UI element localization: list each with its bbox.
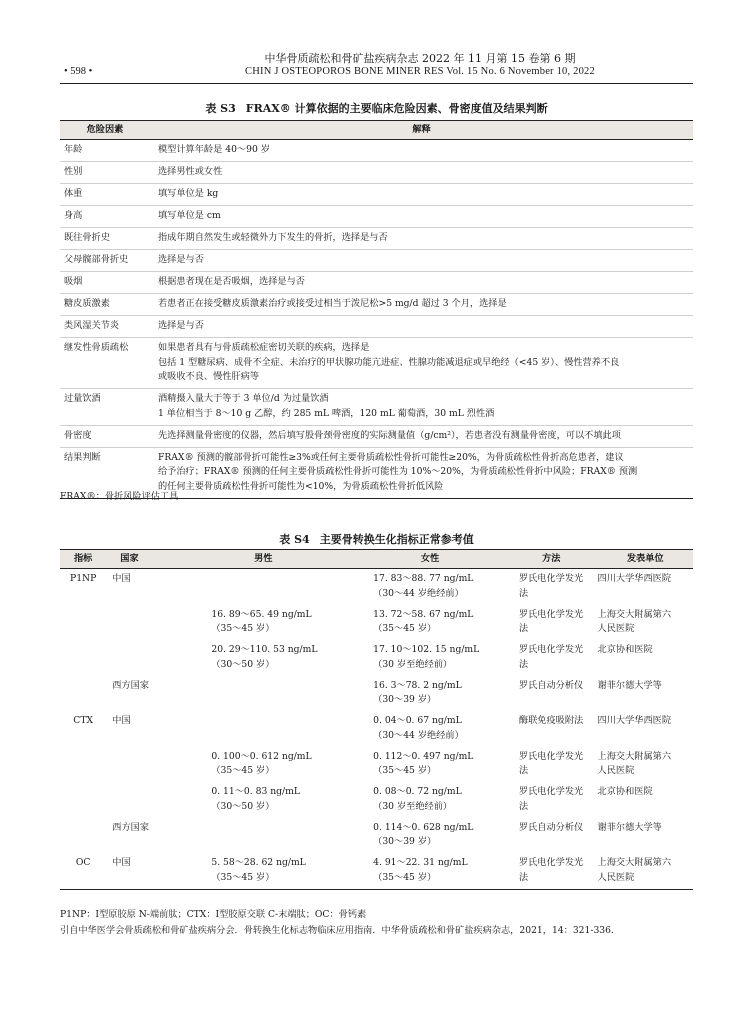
indicator-cell (60, 676, 106, 712)
male-range-cell (177, 853, 349, 889)
male-range-line: （30～50 岁） (211, 658, 275, 670)
table-s3 (60, 120, 693, 499)
indicator-cell (60, 747, 106, 783)
publisher-cell (592, 782, 693, 818)
explanation-line: 1 单位相当于 8～10 g 乙醇，约 285 mL 啤酒，120 mL 葡萄酒，30 mL 烈性酒 (158, 407, 495, 419)
female-range-line: （35～45 岁） (373, 765, 437, 776)
journal-title-en: CHIN J OSTEOPOROS BONE MINER RES Vol. 15 No. 6 November 10, 2022 (245, 66, 595, 77)
publisher-cell (592, 676, 693, 712)
table-s4 (60, 549, 693, 890)
indicator-cell: P1NP (70, 573, 97, 584)
table-s3-note: FRAX®：骨折风险评估工具 (60, 491, 179, 502)
publisher-cell (592, 853, 693, 889)
risk-factor: 性别 (64, 166, 83, 177)
indicator-cell (60, 640, 106, 676)
table-row (60, 747, 693, 783)
female-range-line: 13. 72～58. 67 ng/mL (373, 608, 474, 620)
female-range-cell (349, 818, 511, 854)
country-cell (106, 747, 177, 783)
explanation-line: 若患者正在接受糖皮质激素治疗或接受过相当于泼尼松>5 mg/d 超过 3 个月，选择是 (158, 298, 507, 309)
male-range-cell (177, 569, 349, 605)
method-cell: 罗氏自动分析仪 (518, 679, 584, 691)
table-s3-label: 表 S3 (205, 102, 236, 115)
female-range-cell (349, 711, 511, 747)
female-range-line: 4. 91～22. 31 ng/mL (373, 857, 468, 868)
publisher-line: 北京协和医院 (597, 786, 653, 797)
method-cell: 罗氏电化学发光法 (518, 750, 584, 776)
risk-explanation (150, 140, 693, 162)
explanation-line: 包括 1 型糖尿病、成骨不全症、未治疗的甲状腺功能亢进症、性腺功能减退症或早绝经（<45 岁）、慢性营养不良 (158, 356, 620, 368)
table-row (60, 853, 693, 889)
female-range-line: （35～45 岁） (373, 871, 437, 883)
female-range-line: （35～45 岁） (373, 623, 437, 634)
table-row (60, 272, 693, 294)
explanation-line: 模型计算年龄是 40～90 岁 (158, 144, 270, 155)
risk-factor: 骨密度 (64, 429, 92, 441)
table-row (60, 140, 693, 162)
risk-explanation (150, 294, 693, 316)
female-range-line: 0. 112～0. 497 ng/mL (373, 750, 474, 762)
table-row (60, 425, 693, 447)
male-range-line: 0. 11～0. 83 ng/mL (211, 786, 300, 797)
risk-explanation (150, 272, 693, 294)
male-range-cell (177, 605, 349, 641)
country-cell (106, 782, 177, 818)
female-range-line: 17. 10～102. 15 ng/mL (373, 644, 480, 655)
risk-explanation (150, 184, 693, 206)
table-s3-title: FRAX® 计算依据的主要临床危险因素、骨密度值及结果判断 (245, 102, 548, 115)
explanation-line: 如果患者具有与骨质疏松症密切关联的疾病，选择是 (158, 342, 370, 353)
explanation-line: FRAX® 预测的髋部骨折可能性≥3%或任何主要骨质疏松性骨折可能性≥20%，为骨质疏松性骨折高危患者，建议 (158, 451, 624, 463)
male-range-line: 0. 100～0. 612 ng/mL (211, 750, 312, 762)
risk-factor: 吸烟 (64, 276, 83, 287)
table-row (60, 782, 693, 818)
female-range-cell (349, 605, 511, 641)
table-row (60, 640, 693, 676)
male-range-line: 20. 29～110. 53 ng/mL (211, 644, 318, 655)
explanation-line: 酒精摄入量大于等于 3 单位/d 为过量饮酒 (158, 393, 329, 404)
table-row (60, 294, 693, 316)
table-s4-col-female: 女性 (349, 550, 511, 569)
publisher-line: 四川大学华西医院 (597, 715, 672, 726)
publisher-line: 四川大学华西医院 (597, 573, 672, 584)
explanation-line: 给予治疗；FRAX® 预测的任何主要骨质疏松性骨折可能性为 10%～20%，为骨质疏松性骨折中风险；FRAX® 预测 (158, 466, 638, 477)
risk-explanation (150, 250, 693, 272)
indicator-cell (60, 605, 106, 641)
male-range-cell (177, 818, 349, 854)
table-s4-body (60, 569, 693, 890)
table-row (60, 818, 693, 854)
indicator-cell (60, 782, 106, 818)
method-cell: 罗氏电化学发光法 (518, 857, 584, 883)
table-row (60, 228, 693, 250)
explanation-line: 的任何主要骨质疏松性骨折可能性为<10%，为骨质疏松性骨折低风险 (158, 480, 444, 492)
male-range-cell (177, 711, 349, 747)
male-range-line: （35～45 岁） (211, 623, 275, 634)
male-range-cell (177, 782, 349, 818)
female-range-line: 17. 83～88. 77 ng/mL (373, 573, 474, 584)
male-range-cell (177, 747, 349, 783)
method-cell: 罗氏电化学发光法 (518, 644, 584, 670)
table-s4-label: 表 S4 (279, 533, 310, 546)
male-range-line: 16. 89～65. 49 ng/mL (211, 608, 312, 620)
publisher-line: 人民医院 (597, 623, 635, 634)
table-row (60, 389, 693, 426)
publisher-cell (592, 711, 693, 747)
table-s3-header-row (60, 121, 693, 140)
risk-explanation (150, 206, 693, 228)
risk-factor: 类风湿关节炎 (64, 320, 120, 331)
table-s3-col-factor: 危险因素 (60, 121, 150, 140)
table-s4-caption (60, 531, 693, 547)
risk-explanation (150, 447, 693, 498)
male-range-line: （35～45 岁） (211, 765, 275, 776)
table-s4-col-indicator: 指标 (60, 550, 106, 569)
female-range-line: （30～44 岁绝经前） (373, 729, 464, 741)
table-s4-title: 主要骨转换生化指标正常参考值 (319, 533, 474, 546)
table-row (60, 162, 693, 184)
female-range-line: 0. 04～0. 67 ng/mL (373, 715, 462, 726)
risk-explanation (150, 425, 693, 447)
publisher-line: 谢菲尔德大学等 (597, 821, 662, 833)
indicator-cell: OC (75, 857, 91, 868)
method-cell: 酶联免疫吸附法 (518, 715, 584, 726)
risk-factor: 糖皮质激素 (64, 298, 110, 309)
country-cell: 中国 (112, 573, 131, 584)
journal-title-cn: 中华骨质疏松和骨矿盐疾病杂志 2022 年 11 月第 15 卷第 6 期 (264, 52, 576, 65)
female-range-line: （30 岁至绝经前） (373, 658, 453, 670)
country-cell (106, 640, 177, 676)
explanation-line: 指成年期自然发生或轻微外力下发生的骨折，选择是与否 (158, 232, 388, 243)
table-s4-footnote-abbrev: P1NP：Ⅰ型原胶原 N-端前肽；CTX：Ⅰ型胶原交联 C-末端肽；OC：骨钙素 (60, 909, 367, 920)
table-row (60, 206, 693, 228)
female-range-line: 16. 3～78. 2 ng/mL (373, 679, 462, 691)
header-rule (60, 83, 693, 84)
table-s4-header-row (60, 550, 693, 569)
table-row (60, 676, 693, 712)
female-range-cell (349, 853, 511, 889)
table-s4-col-unit: 发表单位 (592, 550, 693, 569)
explanation-line: 选择男性或女性 (158, 166, 223, 177)
risk-factor: 结果判断 (64, 451, 101, 463)
table-s3-col-explain: 解释 (150, 121, 693, 140)
publisher-line: 上海交大附属第六 (597, 857, 672, 868)
page-number: • 598 • (64, 66, 93, 77)
publisher-line: 上海交大附属第六 (597, 608, 672, 620)
method-cell: 罗氏电化学发光法 (518, 608, 584, 634)
female-range-line: 0. 114～0. 628 ng/mL (373, 821, 474, 833)
explanation-line: 或吸收不良、慢性肝病等 (158, 371, 260, 382)
publisher-line: 谢菲尔德大学等 (597, 679, 662, 691)
country-cell (106, 605, 177, 641)
country-cell: 西方国家 (112, 679, 150, 691)
publisher-line: 北京协和医院 (597, 644, 653, 655)
female-range-line: 0. 08～0. 72 ng/mL (373, 786, 462, 797)
risk-explanation (150, 228, 693, 250)
table-s4-col-method: 方法 (511, 550, 592, 569)
indicator-cell: CTX (73, 715, 93, 726)
risk-explanation (150, 316, 693, 338)
publisher-cell (592, 569, 693, 605)
male-range-line: 5. 58～28. 62 ng/mL (211, 857, 306, 868)
country-cell: 中国 (112, 715, 131, 726)
male-range-line: （35～45 岁） (211, 871, 275, 883)
country-cell: 中国 (112, 857, 131, 868)
male-range-cell (177, 676, 349, 712)
publisher-line: 上海交大附属第六 (597, 750, 672, 762)
male-range-cell (177, 640, 349, 676)
risk-factor: 过量饮酒 (64, 393, 101, 404)
female-range-line: （30 岁至绝经前） (373, 800, 453, 812)
method-cell: 罗氏自动分析仪 (518, 821, 584, 833)
table-s4-col-country: 国家 (106, 550, 177, 569)
table-s4-col-male: 男性 (177, 550, 349, 569)
female-range-cell (349, 569, 511, 605)
method-cell: 罗氏电化学发光法 (518, 786, 584, 812)
risk-factor: 父母髋部骨折史 (64, 254, 129, 265)
explanation-line: 先选择测量骨密度的仪器，然后填写股骨颈骨密度的实际测量值（g/cm²），若患者没有测量骨密度，可以不填此项 (158, 429, 621, 441)
publisher-cell (592, 640, 693, 676)
method-cell: 罗氏电化学发光法 (518, 573, 584, 599)
publisher-line: 人民医院 (597, 765, 635, 776)
explanation-line: 填写单位是 cm (158, 210, 221, 221)
risk-factor: 年龄 (64, 144, 83, 155)
female-range-line: （30～44 岁绝经前） (373, 587, 464, 599)
table-row (60, 316, 693, 338)
female-range-cell (349, 676, 511, 712)
risk-factor: 身高 (64, 210, 83, 221)
table-row (60, 338, 693, 389)
female-range-cell (349, 640, 511, 676)
country-cell: 西方国家 (112, 821, 150, 833)
explanation-line: 填写单位是 kg (158, 188, 219, 199)
table-row (60, 605, 693, 641)
explanation-line: 根据患者现在是否吸烟，选择是与否 (158, 276, 305, 287)
risk-explanation (150, 162, 693, 184)
male-range-line: （30～50 岁） (211, 800, 275, 812)
explanation-line: 选择是与否 (158, 254, 204, 265)
risk-explanation (150, 338, 693, 389)
female-range-cell (349, 782, 511, 818)
table-row (60, 184, 693, 206)
indicator-cell (60, 818, 106, 854)
table-row (60, 711, 693, 747)
risk-explanation (150, 389, 693, 426)
risk-factor: 既往骨折史 (64, 232, 110, 243)
table-row (60, 569, 693, 605)
explanation-line: 选择是与否 (158, 320, 204, 331)
risk-factor: 继发性骨质疏松 (64, 342, 129, 353)
table-s3-caption (60, 100, 693, 116)
table-s3-body (60, 140, 693, 499)
female-range-line: （30～39 岁） (373, 694, 437, 705)
publisher-line: 人民医院 (597, 871, 635, 883)
risk-factor: 体重 (64, 188, 83, 199)
table-s4-footnote-source: 引自中华医学会骨质疏松和骨矿盐疾病分会．骨转换生化标志物临床应用指南．中华骨质疏松和骨矿盐疾病杂志，2021，14：321-336. (60, 925, 614, 936)
female-range-cell (349, 747, 511, 783)
table-row (60, 250, 693, 272)
female-range-line: （30～39 岁） (373, 836, 437, 847)
publisher-cell (592, 818, 693, 854)
publisher-cell (592, 605, 693, 641)
publisher-cell (592, 747, 693, 783)
